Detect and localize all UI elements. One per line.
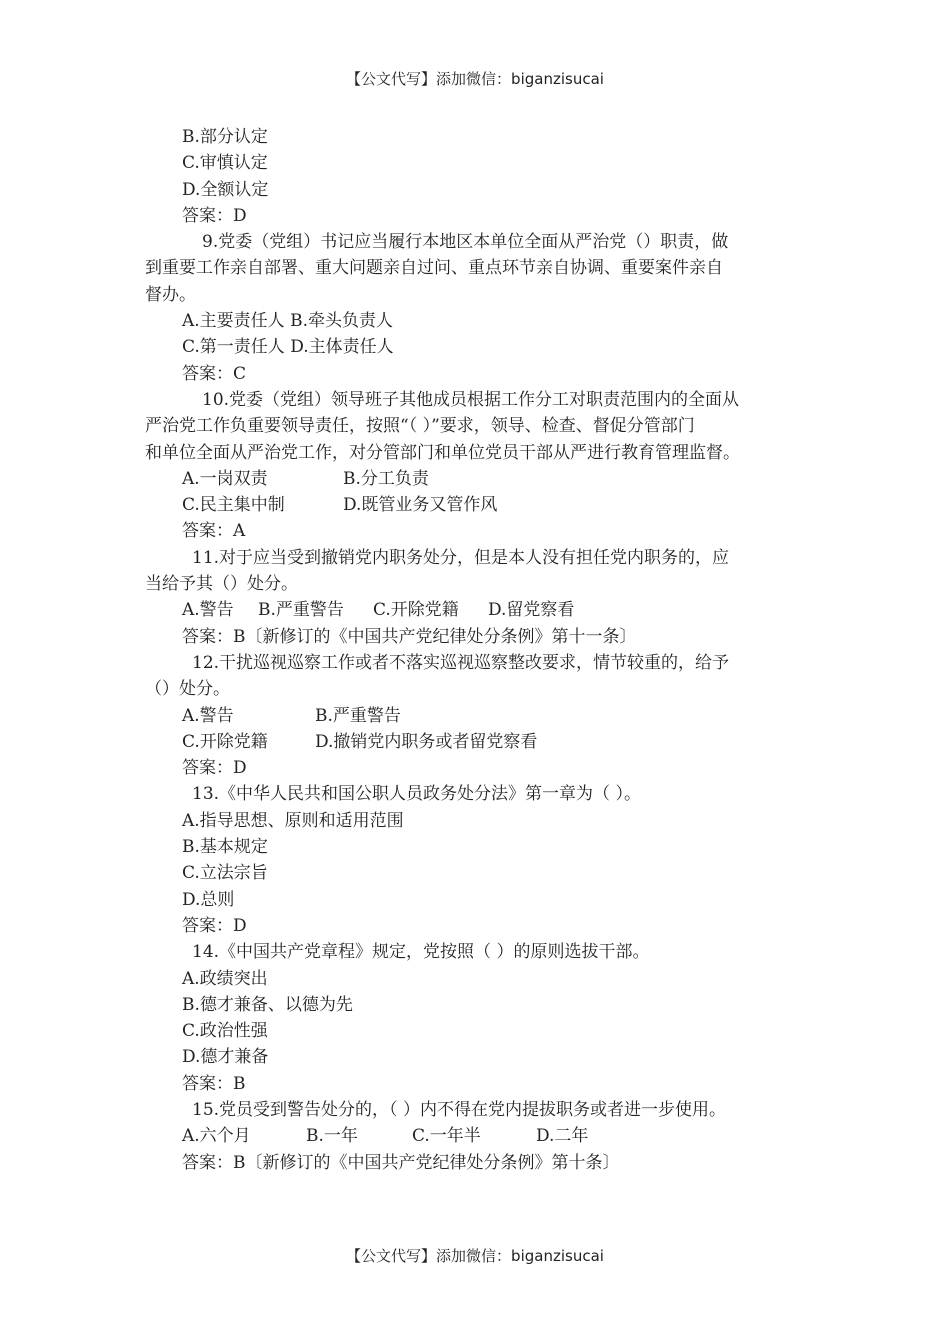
option-b: B.严重警告 xyxy=(258,600,344,621)
option-c: C.民主集中制 xyxy=(182,495,285,516)
answer-line: 答案：C xyxy=(182,363,247,384)
question-text: （）处分。 xyxy=(145,679,230,700)
question-text: 11.对于应当受到撤销党内职务处分，但是本人没有担任党内职务的，应 xyxy=(192,547,730,568)
option-a: A.六个月 xyxy=(182,1126,251,1147)
option-d: D.既管业务又管作风 xyxy=(343,495,498,516)
option-a: A.一岗双责 xyxy=(182,468,268,489)
answer-line: 答案：B xyxy=(182,1073,246,1094)
question-text: 当给予其（）处分。 xyxy=(145,574,298,595)
option-line: B.基本规定 xyxy=(182,837,268,858)
page-footer: 【公文代写】添加微信：biganzisucai xyxy=(346,1247,604,1265)
option-line: D.德才兼备 xyxy=(182,1047,269,1068)
answer-line: 答案：B〔新修订的《中国共产党纪律处分条例》第十一条〕 xyxy=(182,626,637,647)
question-text: 14.《中国共产党章程》规定，党按照（ ）的原则选拔干部。 xyxy=(192,942,650,963)
option-d: D.二年 xyxy=(536,1126,589,1147)
question-text: 督办。 xyxy=(145,284,196,305)
option-line: A.政绩突出 xyxy=(182,968,268,989)
option-line: C.审慎认定 xyxy=(182,153,268,174)
option-line xyxy=(145,492,810,518)
option-d: D.撤销党内职务或者留党察看 xyxy=(315,731,538,752)
answer-line: 答案：D xyxy=(182,915,247,936)
question-text: 严治党工作负重要领导责任，按照“（ ）”要求，领导、检查、督促分管部门 xyxy=(145,416,695,437)
question-text: 15.党员受到警告处分的，（ ）内不得在党内提拔职务或者进一步使用。 xyxy=(192,1099,726,1120)
option-a: A.警告 xyxy=(182,600,234,621)
option-line: D.全额认定 xyxy=(182,179,269,200)
option-line: A.主要责任人 B.牵头负责人 xyxy=(182,311,393,332)
option-line: C.立法宗旨 xyxy=(182,863,268,884)
option-line: B.部分认定 xyxy=(182,127,268,147)
option-b: B.严重警告 xyxy=(315,705,401,726)
option-b: B.分工负责 xyxy=(343,468,429,489)
question-text: 13.《中华人民共和国公职人员政务处分法》第一章为（ ）。 xyxy=(192,784,641,805)
option-c: C.一年半 xyxy=(412,1126,481,1147)
option-line: C.政治性强 xyxy=(182,1021,268,1042)
document-body xyxy=(145,124,810,1176)
option-b: B.一年 xyxy=(306,1126,358,1147)
page-header: 【公文代写】添加微信：biganzisucai xyxy=(346,70,604,88)
option-line xyxy=(145,703,810,729)
option-line: B.德才兼备、以德为先 xyxy=(182,994,353,1015)
option-line xyxy=(145,466,810,492)
option-line: D.总则 xyxy=(182,889,235,910)
option-d: D.留党察看 xyxy=(488,600,575,621)
answer-line: 答案：B〔新修订的《中国共产党纪律处分条例》第十条〕 xyxy=(182,1152,620,1173)
answer-line: 答案：A xyxy=(182,521,246,542)
answer-line: 答案：D xyxy=(182,758,247,779)
question-text: 到重要工作亲自部署、重大问题亲自过问、重点环节亲自协调、重要案件亲自 xyxy=(145,258,723,279)
option-line xyxy=(145,729,810,755)
question-text: 12.干扰巡视巡察工作或者不落实巡视巡察整改要求，情节较重的，给予 xyxy=(192,652,730,673)
answer-line: 答案：D xyxy=(182,205,247,226)
option-c: C.开除党籍 xyxy=(373,600,459,621)
question-text: 和单位全面从严治党工作，对分管部门和单位党员干部从严进行教育管理监督。 xyxy=(145,442,740,463)
question-text: 10.党委（党组）领导班子其他成员根据工作分工对职责范围内的全面从 xyxy=(202,389,740,410)
option-a: A.警告 xyxy=(182,705,234,726)
option-line xyxy=(145,1123,810,1149)
option-line: C.第一责任人 D.主体责任人 xyxy=(182,337,394,358)
question-text: 9.党委（党组）书记应当履行本地区本单位全面从严治党（）职责，做 xyxy=(202,232,729,253)
option-line xyxy=(145,597,810,623)
option-line: A.指导思想、原则和适用范围 xyxy=(182,810,404,831)
option-c: C.开除党籍 xyxy=(182,731,268,752)
